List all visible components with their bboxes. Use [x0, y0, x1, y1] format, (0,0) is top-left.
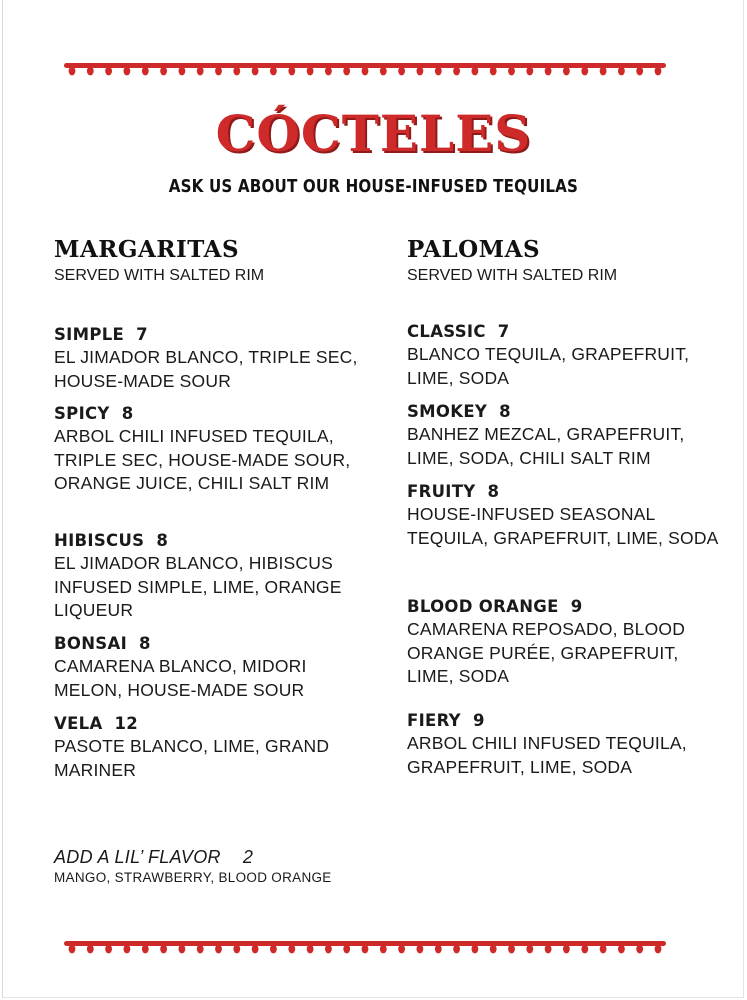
item-price: 7	[497, 322, 510, 341]
item-description: BLANCO TEQUILA, GRAPEFRUIT, LIME, SODA	[407, 344, 690, 388]
item-name: FRUITY	[407, 482, 476, 501]
item-name: BLOOD ORANGE	[407, 597, 559, 616]
item-name: BONSAI	[54, 634, 128, 653]
item-name: FIERY	[407, 711, 461, 730]
item-price: 9	[570, 597, 583, 616]
item-name: HIBISCUS	[54, 531, 145, 550]
menu-item	[54, 403, 374, 496]
section-note-palomas: SERVED WITH SALTED RIM	[407, 267, 618, 284]
page-title: CÓCTELES	[215, 104, 532, 163]
dotted-fringe-icon	[64, 58, 666, 80]
section-note-margaritas: SERVED WITH SALTED RIM	[54, 267, 265, 284]
item-price: 8	[156, 531, 169, 550]
item-description: ARBOL CHILI INFUSED TEQUILA, GRAPEFRUIT, LIME, SODA	[407, 733, 687, 777]
menu-item	[407, 481, 727, 550]
item-description: EL JIMADOR BLANCO, TRIPLE SEC, HOUSE-MADE SOUR	[54, 347, 358, 391]
item-description: ARBOL CHILI INFUSED TEQUILA, TRIPLE SEC, HOUSE-MADE SOUR, ORANGE JUICE, CHILI SALT RIM	[54, 426, 351, 493]
menu-item	[407, 596, 727, 689]
section-title-palomas: PALOMAS	[407, 236, 541, 263]
item-description: CAMARENA REPOSADO, BLOOD ORANGE PURÉE, GRAPEFRUIT, LIME, SODA	[407, 619, 686, 686]
item-name: VELA	[54, 714, 103, 733]
margaritas-section	[54, 236, 374, 780]
menu-item	[54, 530, 374, 623]
dotted-fringe-icon	[64, 936, 666, 958]
menu-item	[54, 633, 374, 702]
item-price: 8	[499, 402, 511, 421]
item-name: SIMPLE	[54, 325, 125, 344]
item-price: 12	[114, 714, 139, 733]
item-name: CLASSIC	[407, 322, 486, 341]
item-description: EL JIMADOR BLANCO, HIBISCUS INFUSED SIMPLE, LIME, ORANGE LIQUEUR	[54, 553, 342, 620]
extra-price: 2	[242, 847, 254, 867]
menu-item	[54, 713, 374, 782]
item-description: HOUSE-INFUSED SEASONAL TEQUILA, GRAPEFRUIT, LIME, SODA	[407, 504, 719, 548]
page-subtitle: ASK US ABOUT OUR HOUSE-INFUSED TEQUILAS	[168, 176, 579, 197]
item-price: 9	[472, 711, 485, 730]
menu-item	[54, 324, 374, 393]
item-price: 8	[121, 404, 134, 423]
item-price: 8	[487, 482, 500, 501]
item-description: BANHEZ MEZCAL, GRAPEFRUIT, LIME, SODA, CHILI SALT RIM	[407, 424, 685, 468]
extra-title: ADD A LIL’ FLAVOR	[54, 847, 221, 867]
palomas-section	[407, 236, 727, 777]
item-description: CAMARENA BLANCO, MIDORI MELON, HOUSE-MADE SOUR	[54, 656, 307, 700]
item-price: 7	[136, 325, 148, 344]
menu-item	[407, 401, 727, 470]
section-title-margaritas: MARGARITAS	[54, 236, 240, 263]
item-description: PASOTE BLANCO, LIME, GRAND MARINER	[54, 736, 330, 780]
menu-item	[407, 321, 727, 390]
extra-description: MANGO, STRAWBERRY, BLOOD ORANGE	[54, 870, 332, 885]
add-flavor-section	[54, 846, 454, 888]
item-name: SMOKEY	[407, 402, 488, 421]
item-price: 8	[139, 634, 151, 653]
item-name: SPICY	[54, 404, 110, 423]
menu-item	[407, 710, 727, 779]
